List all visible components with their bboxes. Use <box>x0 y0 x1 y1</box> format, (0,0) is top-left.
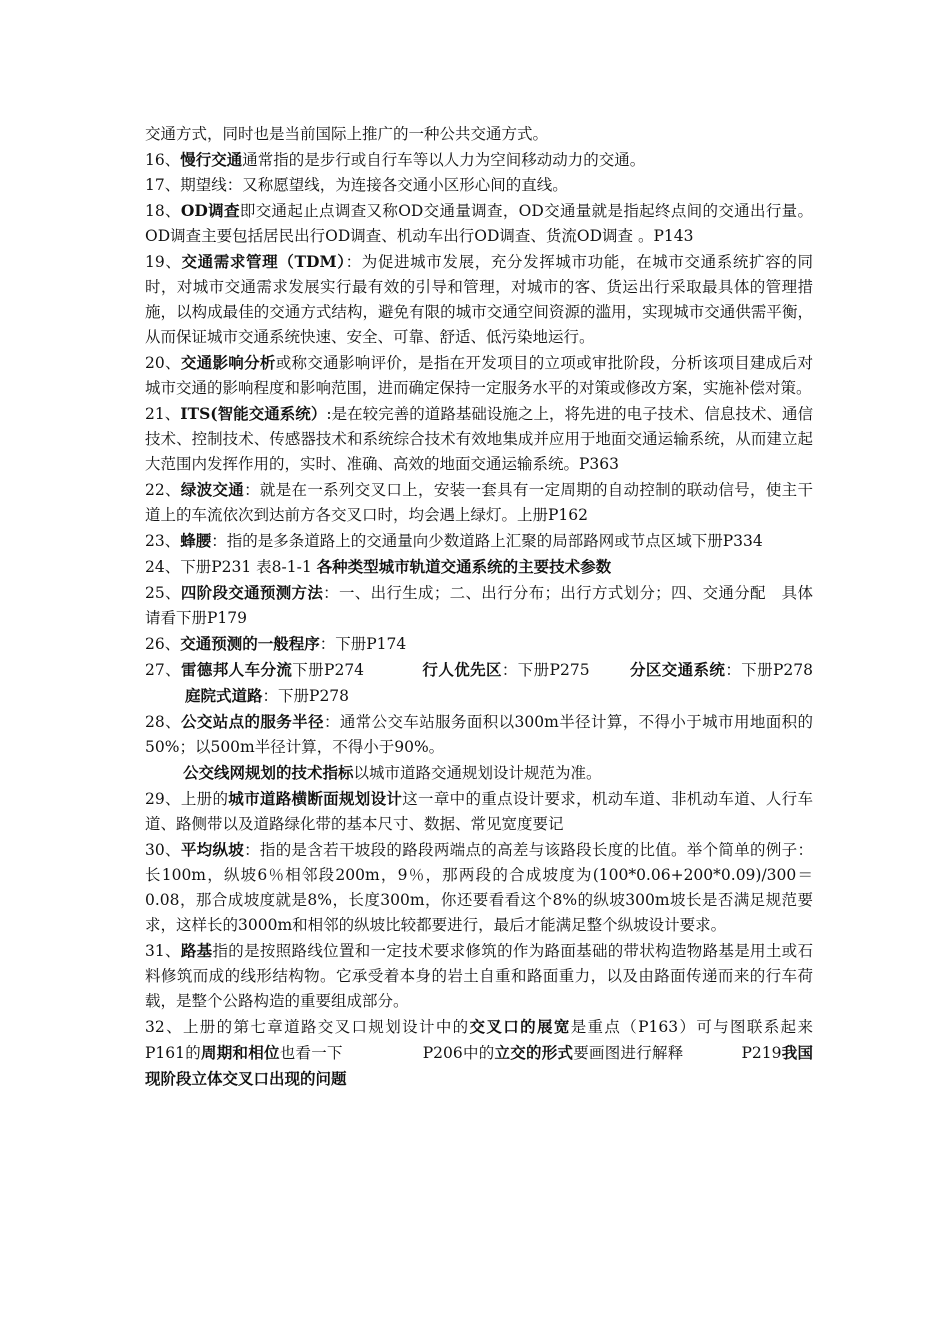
item-23: 23、蜂腰：指的是多条道路上的交通量向少数道路上汇聚的局部路网或节点区域下册P334 <box>145 531 763 550</box>
term: 公交站点的服务半径 <box>181 712 324 731</box>
term: 雷德邦人车分流 <box>181 660 293 679</box>
term: 慢行交通 <box>180 150 243 169</box>
term: ITS(智能交通系统） <box>180 404 327 423</box>
item-21: 21、ITS(智能交通系统）:是在较完善的道路基础设施之上，将先进的电子技术、信息技术、通信技术、控制技术、传感器技术和系统综合技术有效地集成并应用于地面交通运输系统，从而建立起大范围内发挥作用的，实时、准确、高效的地面交通运输系统。P363 <box>145 404 813 473</box>
term: 城市道路横断面规划设计 <box>228 789 403 808</box>
item-27: 27、雷德邦人车分流下册P274 行人优先区：下册P275 分区交通系统：下册P278庭院式道路：下册P278 <box>145 660 813 705</box>
term: 立交的形式 <box>494 1043 574 1062</box>
item-19: 19、交通需求管理（TDM）：为促进城市发展，充分发挥城市功能，在城市交通系统扩容的同时，对城市交通需求发展实行最有效的引导和管理，对城市的客、货运出行采取最具体的管理措施，以构成最佳的交通方式结构，避免有限的城市交通空间资源的滥用，实现城市交通供需平衡，从而保证城市交通系统快速、安全、可靠、舒适、低污染地运行。 <box>145 252 813 346</box>
term: 各种类型城市轨道交通系统的主要技术参数 <box>316 557 612 576</box>
item-17: 17、期望线：又称愿望线，为连接各交通小区形心间的直线。 <box>145 176 568 194</box>
term: 我国现阶段立体交叉口出现的问题 <box>145 1043 813 1088</box>
term: 公交线网规划的技术指标 <box>183 763 354 782</box>
item-22: 22、绿波交通：就是在一系列交叉口上，安装一套具有一定周期的自动控制的联动信号，使主干道上的车流依次到达前方各交叉口时，均会遇上绿灯。上册P162 <box>145 480 813 524</box>
item-31: 31、路基指的是按照路线位置和一定技术要求修筑的作为路面基础的带状构造物路基是用土或石料修筑而成的线形结构物。它承受着本身的岩土自重和路面重力，以及由路面传递而来的行车荷载，是整个公路构造的重要组成部分。 <box>145 941 813 1010</box>
term: 分区交通系统 <box>629 660 726 679</box>
term: 交通影响分析 <box>180 353 276 372</box>
item-28: 28、公交站点的服务半径：通常公交车站服务面积以300m半径计算，不得小于城市用地面积的50%；以500m半径计算，不得小于90%。 <box>145 712 813 756</box>
item-28-indicator: 公交线网规划的技术指标以城市道路交通规划设计规范为准。 <box>183 763 602 782</box>
paragraph-15-tail: 交通方式，同时也是当前国际上推广的一种公共交通方式。 <box>145 125 549 143</box>
term: 行人优先区 <box>422 660 502 679</box>
term: 交通需求管理（TDM） <box>181 252 346 271</box>
term: 绿波交通 <box>180 480 245 499</box>
item-32: 32、上册的第七章道路交叉口规划设计中的交叉口的展宽是重点（P163）可与图联系起来 P161的周期和相位也看一下 P206中的立交的形式要画图进行解释 P219我国现阶段立体交叉口出现的问题 <box>145 1017 829 1088</box>
item-16: 16、慢行交通通常指的是步行或自行车等以人力为空间移动动力的交通。 <box>145 150 646 169</box>
term: OD调查 <box>180 201 240 220</box>
term: 路基 <box>180 941 213 960</box>
item-20: 20、交通影响分析或称交通影响评价，是指在开发项目的立项或审批阶段，分析该项目建成后对城市交通的影响程度和影响范围，进而确定保持一定服务水平的对策或修改方案，实施补偿对策。 <box>145 353 813 397</box>
term: 四阶段交通预测方法 <box>180 583 324 602</box>
item-30: 30、平均纵坡：指的是含若干坡段的路段两端点的高差与该路段长度的比值。举个简单的例子：长100m，纵坡6％相邻段200m，9％，那两段的合成坡度为(100*0.06+200*0.09)/300＝0.08，那合成坡度就是8%，长度300m，你还要看看这个8%的纵坡300m坡长是否满足规范要求，这样长的3000m和相邻的纵坡比较都要进行，最后才能满足整个纵坡设计要求。 <box>145 840 813 934</box>
item-24: 24、下册P231 表8-1-1 各种类型城市轨道交通系统的主要技术参数 <box>145 557 612 576</box>
document-page <box>145 122 829 1092</box>
term: 周期和相位 <box>201 1043 280 1062</box>
term: 交通预测的一般程序 <box>180 634 320 653</box>
term: 交叉口的展宽 <box>469 1017 571 1036</box>
item-25: 25、四阶段交通预测方法：一、出行生成；二、出行分布；出行方式划分；四、交通分配 具体请看下册P179 <box>145 583 813 627</box>
item-26: 26、交通预测的一般程序：下册P174 <box>145 634 407 653</box>
item-29: 29、上册的城市道路横断面规划设计这一章中的重点设计要求，机动车道、非机动车道、人行车道、路侧带以及道路绿化带的基本尺寸、数据、常见宽度要记 <box>145 789 813 833</box>
item-18: 18、OD调查即交通起止点调查又称OD交通量调查，OD交通量就是指起终点间的交通出行量。OD调查主要包括居民出行OD调查、机动车出行OD调查、货流OD调查 。P143 <box>145 201 813 245</box>
term: 平均纵坡 <box>180 840 245 859</box>
term: 蜂腰 <box>180 531 212 550</box>
term: 庭院式道路 <box>185 686 263 705</box>
